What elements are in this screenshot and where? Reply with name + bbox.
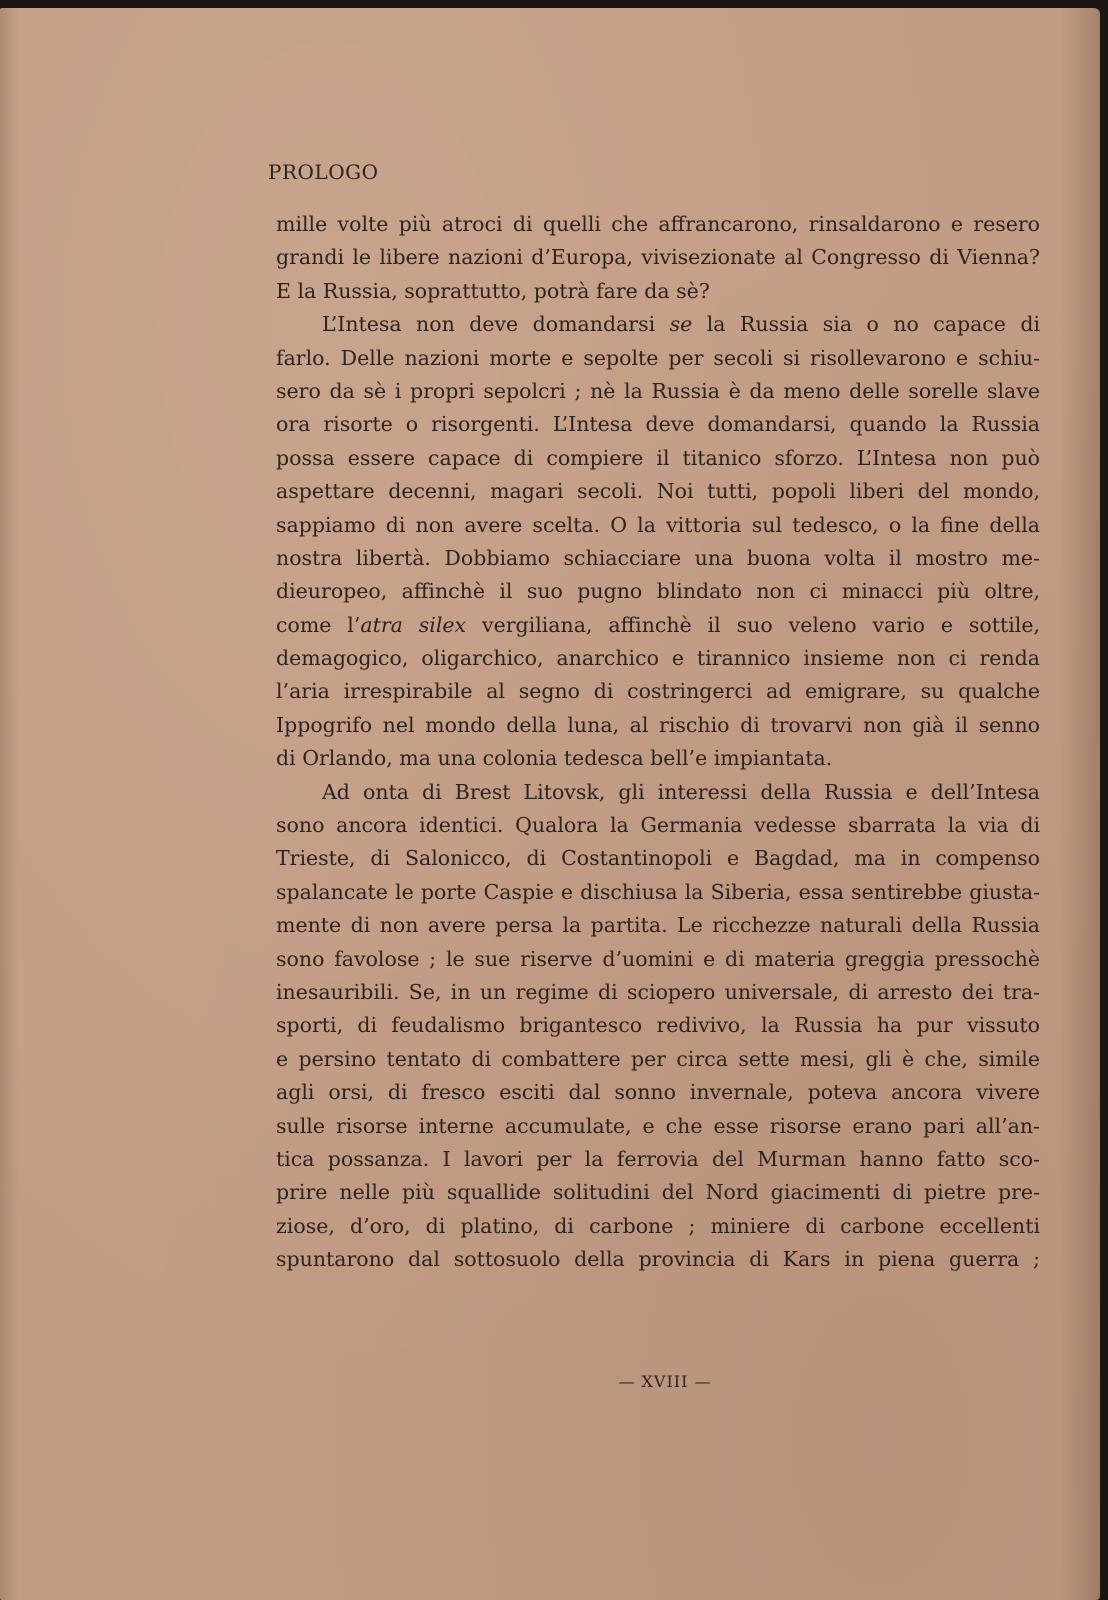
text-line: sappiamo di non avere scelta. O la vittoria sul tedesco, o la fine della <box>276 512 1040 537</box>
text-line: e persino tentato di combattere per circa sette mesi, gli è che, simile <box>276 1046 1040 1071</box>
text-line: mille volte più atroci di quelli che affrancarono, rinsaldarono e resero <box>276 212 1040 236</box>
text-line: demagogico, oligarchico, anarchico e tirannico insieme non ci renda <box>276 646 1040 671</box>
text-segment: come l’ <box>276 612 361 637</box>
text-segment: L’Intesa non deve domandarsi <box>322 312 656 337</box>
text-line: sono favolose ; le sue riserve d’uomini e di materia greggia pressochè <box>276 946 1040 971</box>
text-line: E la Russia, soprattutto, potrà fare da sè? <box>276 278 710 303</box>
text-line: tica possanza. I lavori per la ferrovia del Murman hanno fatto sco- <box>276 1146 1040 1171</box>
text-line: ora risorte o risorgenti. L’Intesa deve domandarsi, quando la Russia <box>276 412 1040 437</box>
text-line: l’aria irrespirabile al segno di costringerci ad emigrare, su qualche <box>276 679 1040 704</box>
text-line: sulle risorse interne accumulate, e che esse risorse erano pari all’an- <box>276 1113 1040 1138</box>
text-segment: la Russia sia o no capace di <box>706 312 1040 337</box>
text-segment: vergiliana, affinchè il suo veleno vario e sottile, <box>482 612 1040 637</box>
text-line: farlo. Delle nazioni morte e sepolte per secoli si risollevarono e schiu- <box>276 345 1040 370</box>
text-line: dieuropeo, affinchè il suo pugno blindato non ci minacci più oltre, <box>276 579 1040 604</box>
text-line: sono ancora identici. Qualora la Germania vedesse sbarrata la via di <box>276 813 1040 838</box>
text-line: spalancate le porte Caspie e dischiusa la Siberia, essa sentirebbe giusta- <box>276 879 1040 904</box>
text-line: mente di non avere persa la partita. Le ricchezze naturali della Russia <box>276 913 1040 938</box>
text-line: Ippogrifo nel mondo della luna, al rischio di trovarvi non già il senno <box>276 712 1040 737</box>
text-line: prire nelle più squallide solitudini del Nord giacimenti di pietre pre- <box>276 1180 1040 1205</box>
text-line: di Orlando, ma una colonia tedesca bell’e impiantata. <box>276 746 833 771</box>
running-head: PROLOGO <box>268 160 379 184</box>
text-line: agli orsi, di fresco esciti dal sonno invernale, poteva ancora vivere <box>276 1080 1040 1105</box>
text-line: sporti, di feudalismo brigantesco redivivo, la Russia ha pur vissuto <box>276 1013 1040 1038</box>
body-text <box>276 208 1040 1277</box>
book-page <box>0 8 1100 1600</box>
text-line <box>276 308 1040 341</box>
italic-word: se <box>669 312 693 337</box>
italic-phrase: atra silex <box>360 612 467 637</box>
text-line: inesauribili. Se, in un regime di sciopero universale, di arresto dei tra- <box>276 979 1040 1004</box>
text-line: grandi le libere nazioni d’Europa, vivisezionate al Congresso di Vienna? <box>276 245 1040 270</box>
text-line: spuntarono dal sottosuolo della provincia di Kars in piena guerra ; <box>276 1247 1040 1272</box>
text-line: aspettare decenni, magari secoli. Noi tutti, popoli liberi del mondo, <box>276 479 1040 504</box>
text-line <box>276 609 1040 642</box>
page-number: — XVIII — <box>618 1372 712 1391</box>
text-line: nostra libertà. Dobbiamo schiacciare una buona volta il mostro me- <box>276 545 1040 570</box>
text-line: ziose, d’oro, di platino, di carbone ; miniere di carbone eccellenti <box>276 1213 1040 1238</box>
text-line: sero da sè i propri sepolcri ; nè la Russia è da meno delle sorelle slave <box>276 378 1040 403</box>
text-line: possa essere capace di compiere il titanico sforzo. L’Intesa non può <box>276 445 1040 470</box>
text-line: Trieste, di Salonicco, di Costantinopoli e Bagdad, ma in compenso <box>276 846 1040 871</box>
text-line: Ad onta di Brest Litovsk, gli interessi della Russia e dell’Intesa <box>322 779 1040 804</box>
